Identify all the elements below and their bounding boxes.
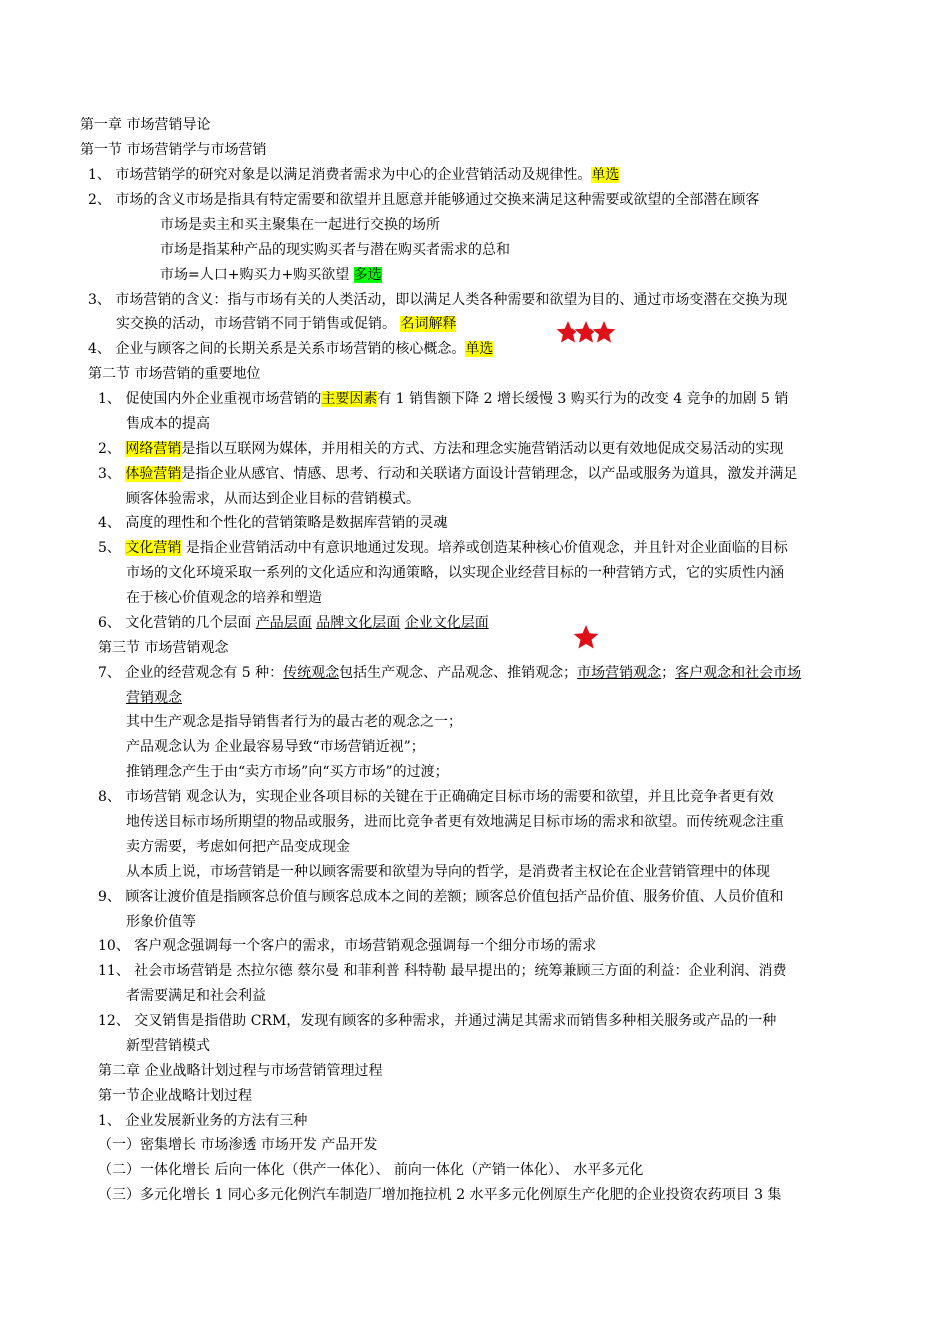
text-segment: 12、 交叉销售是指借助 CRM，发现有顾客的多种需求，并通过满足其需求而销售多种相关服务或产品的一种 xyxy=(98,1013,777,1029)
text-line xyxy=(126,711,462,733)
text-line xyxy=(160,264,382,286)
text-line xyxy=(88,164,619,186)
text-segment: （一）密集增长 市场渗透 市场开发 产品开发 xyxy=(98,1137,378,1153)
text-line xyxy=(98,886,783,908)
text-segment: 在于核心价值观念的培养和塑造 xyxy=(126,590,322,606)
highlight-yellow: 体验营销 xyxy=(125,466,182,482)
text-line xyxy=(98,1085,252,1107)
text-line xyxy=(88,289,787,311)
text-line xyxy=(126,985,266,1007)
underlined-term: 传统观念 xyxy=(283,665,340,681)
red-star-icon xyxy=(573,624,600,649)
underlined-term: 营销观念 xyxy=(126,690,182,706)
text-segment: 1、 企业发展新业务的方法有三种 xyxy=(98,1113,308,1129)
text-line xyxy=(126,836,350,858)
text-line xyxy=(126,811,784,833)
text-segment: 3、 市场营销的含义：指与市场有关的人类活动，即以满足人类各种需要和欲望为目的、通过市场变潜在交换为现 xyxy=(88,292,788,308)
text-line xyxy=(98,537,788,559)
text-segment: 第二节 市场营销的重要地位 xyxy=(88,366,261,382)
text-line xyxy=(126,1035,210,1057)
text-segment: 是指企业从感官、情感、思考、行动和关联诸方面设计营销理念，以产品或服务为道具，激发并满足 xyxy=(181,466,798,482)
red-star-icon xyxy=(574,320,599,344)
text-segment: 者需要满足和社会利益 xyxy=(126,988,266,1004)
text-line xyxy=(126,488,420,510)
highlight-yellow: 网络营销 xyxy=(125,441,182,457)
text-segment: 市场=人口+购买力+购买欲望 xyxy=(160,267,354,283)
text-segment: 市场是指某种产品的现实购买者与潜在购买者需求的总和 xyxy=(160,242,510,258)
text-segment: 5、 xyxy=(98,540,126,556)
text-line xyxy=(116,313,456,335)
text-segment: （二）一体化增长 后向一体化（供产一体化）、 前向一体化（产销一体化）、 水平多元化 xyxy=(98,1162,644,1178)
text-line xyxy=(98,662,801,684)
highlight-yellow: 文化营销 xyxy=(125,540,182,556)
underlined-term: 企业文化层面 xyxy=(404,615,489,631)
text-line xyxy=(98,463,797,485)
text-segment: 4、 企业与顾客之间的长期关系是关系市场营销的核心概念。 xyxy=(88,341,466,357)
text-line xyxy=(98,1110,307,1132)
text-segment: 地传送目标市场所期望的物品或服务，进而比竞争者更有效地满足目标市场的需求和欲望。而传统观念注重 xyxy=(126,814,784,830)
highlight-green: 多选 xyxy=(353,267,382,283)
text-segment: 有 1 销售额下降 2 增长缓慢 3 购买行为的改变 4 竞争的加剧 5 销 xyxy=(377,391,789,407)
text-segment: 2、 市场的含义市场是指具有特定需要和欲望并且愿意并能够通过交换来满足这种需要或欲望的全部潜在顾客 xyxy=(88,192,760,208)
highlight-yellow: 主要因素 xyxy=(321,391,378,407)
text-segment: 4、 高度的理性和个性化的营销策略是数据库营销的灵魂 xyxy=(98,515,448,531)
text-segment: 形象价值等 xyxy=(126,914,196,930)
text-line xyxy=(98,786,774,808)
text-line xyxy=(98,388,788,410)
text-segment: 新型营销模式 xyxy=(126,1038,210,1054)
text-segment: 是指企业营销活动中有意识地通过发现。培养或创造某种核心价值观念，并且针对企业面临的目标 xyxy=(181,540,788,556)
text-segment: 2、 xyxy=(98,441,126,457)
text-segment: （三）多元化增长 1 同心多元化例汽车制造厂增加拖拉机 2 水平多元化例原生产化肥的企业投资农药项目 3 集 xyxy=(98,1187,782,1203)
text-line xyxy=(126,761,449,783)
text-segment: 8、 市场营销 观念认为，实现企业各项目标的关键在于正确确定目标市场的需要和欲望，并且比竞争者更有效 xyxy=(98,789,774,805)
text-segment: 售成本的提高 xyxy=(126,416,210,432)
text-segment: 卖方需要，考虑如何把产品变成现金 xyxy=(126,839,350,855)
text-segment: 市场的文化环境采取一系列的文化适应和沟通策略，以实现企业经营目标的一种营销方式，它的实质性内涵 xyxy=(126,565,784,581)
text-line xyxy=(88,338,493,360)
text-segment: 实交换的活动，市场营销不同于销售或促销。 xyxy=(116,316,401,332)
text-line xyxy=(98,612,489,634)
text-segment: 顾客体验需求，从而达到企业目标的营销模式。 xyxy=(126,491,420,507)
text-segment: 从本质上说，市场营销是一种以顾客需要和欲望为导向的哲学，是消费者主权论在企业营销管理中的体现 xyxy=(126,864,770,880)
text-segment: 第一章 市场营销导论 xyxy=(80,117,211,133)
underlined-term: 产品层面 xyxy=(255,615,312,631)
text-line xyxy=(98,512,447,534)
text-line xyxy=(80,114,210,136)
text-line xyxy=(98,1184,781,1206)
underlined-term: 市场营销观念 xyxy=(577,665,662,681)
text-segment: 9、 顾客让渡价值是指顾客总价值与顾客总成本之间的差额；顾客总价值包括产品价值、服务价值、人员价值和 xyxy=(98,889,784,905)
text-segment: 1、 市场营销学的研究对象是以满足消费者需求为中心的企业营销活动及规律性。 xyxy=(88,167,592,183)
highlight-yellow: 单选 xyxy=(465,341,494,357)
text-segment: 7、 企业的经营观念有 5 种： xyxy=(98,665,284,681)
text-segment: 其中生产观念是指导销售者行为的最古老的观念之一； xyxy=(126,714,462,730)
text-segment: 第三节 市场营销观念 xyxy=(98,640,229,656)
text-segment: ； xyxy=(661,665,676,681)
text-line xyxy=(98,438,783,460)
text-segment: 市场是卖主和买主聚集在一起进行交换的场所 xyxy=(160,217,440,233)
text-line xyxy=(98,935,596,957)
text-line xyxy=(126,413,210,435)
text-line xyxy=(126,687,182,709)
text-line xyxy=(126,911,196,933)
text-line xyxy=(98,960,787,982)
text-line xyxy=(98,1060,382,1082)
text-line xyxy=(126,562,784,584)
underlined-term: 客户观念和社会市场 xyxy=(675,665,802,681)
text-line xyxy=(88,189,759,211)
text-line xyxy=(98,1010,776,1032)
text-segment: 产品观念认为 企业最容易导致“市场营销近视”； xyxy=(126,739,425,755)
text-line xyxy=(160,214,440,236)
text-segment: 10、 客户观念强调每一个客户的需求，市场营销观念强调每一个细分市场的需求 xyxy=(98,938,597,954)
text-segment: 第二章 企业战略计划过程与市场营销管理过程 xyxy=(98,1063,383,1079)
text-line xyxy=(126,861,770,883)
text-line xyxy=(88,363,260,385)
highlight-yellow: 名词解释 xyxy=(400,316,457,332)
text-line xyxy=(98,637,228,659)
text-line xyxy=(160,239,510,261)
text-segment: 包括生产观念、产品观念、推销观念； xyxy=(339,665,578,681)
highlight-yellow: 单选 xyxy=(591,167,620,183)
text-segment: 1、 促使国内外企业重视市场营销的 xyxy=(98,391,322,407)
text-line xyxy=(98,1134,377,1156)
text-segment: 是指以互联网为媒体，并用相关的方式、方法和理念实施营销活动以更有效地促成交易活动的实现 xyxy=(181,441,784,457)
text-line xyxy=(98,1159,643,1181)
text-segment: 第一节 市场营销学与市场营销 xyxy=(80,142,267,158)
text-segment: 6、 文化营销的几个层面 xyxy=(98,615,256,631)
red-star-icon xyxy=(592,320,617,344)
text-line xyxy=(126,736,425,758)
text-segment: 11、 社会市场营销是 杰拉尔德 蔡尔曼 和菲利普 科特勒 最早提出的；统筹兼顾三方面的利益：企业利润、消费 xyxy=(98,963,787,979)
text-segment: 3、 xyxy=(98,466,126,482)
text-segment: 推销理念产生于由“卖方市场”向“买方市场”的过渡； xyxy=(126,764,449,780)
underlined-term: 品牌文化层面 xyxy=(316,615,401,631)
text-line xyxy=(80,139,266,161)
text-line xyxy=(126,587,322,609)
text-segment: 第一节企业战略计划过程 xyxy=(98,1088,252,1104)
red-star-icon xyxy=(556,320,581,344)
